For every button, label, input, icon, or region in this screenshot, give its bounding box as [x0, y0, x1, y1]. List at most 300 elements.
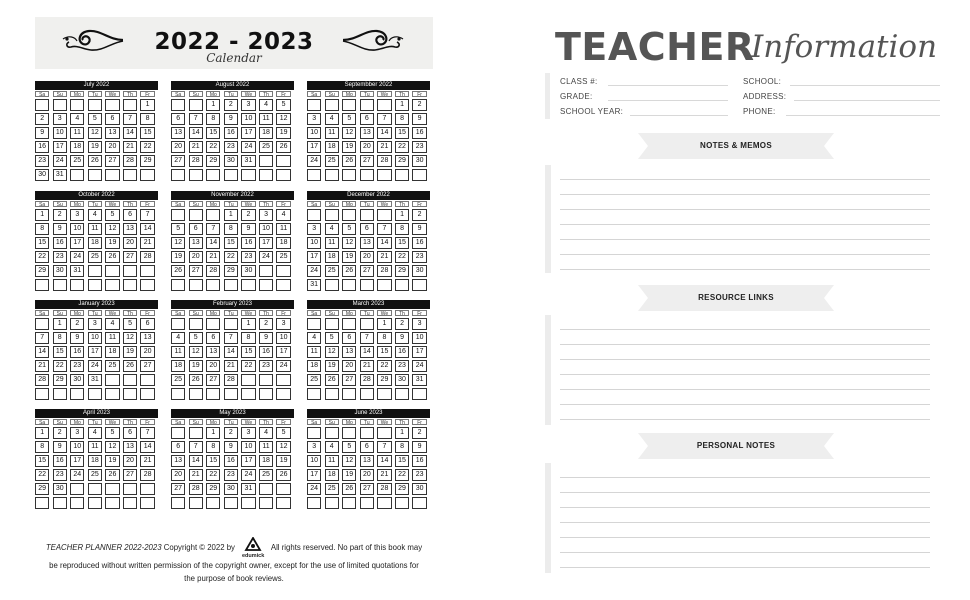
day-cell: 31: [241, 155, 255, 167]
day-cell: [88, 497, 102, 509]
week-row: [171, 441, 294, 453]
weekday-header: We: [105, 201, 119, 207]
day-cell: 7: [377, 113, 391, 125]
day-cell: 30: [412, 155, 426, 167]
day-cell: [53, 99, 67, 111]
day-cell: 1: [206, 427, 220, 439]
week-row: [35, 441, 158, 453]
day-cell: [189, 209, 203, 221]
weekday-header: Sa: [307, 310, 321, 316]
day-cell: 3: [307, 113, 321, 125]
day-cell: 16: [412, 455, 426, 467]
day-cell: 8: [224, 223, 238, 235]
weekday-header: Mo: [342, 310, 356, 316]
week-row: [171, 223, 294, 235]
day-cell: 25: [276, 251, 290, 263]
day-cell: [395, 279, 409, 291]
day-cell: [53, 279, 67, 291]
class-field[interactable]: [608, 85, 728, 86]
day-cell: 21: [140, 237, 154, 249]
day-cell: 7: [140, 209, 154, 221]
day-cell: [53, 388, 67, 400]
class-label: CLASS #:: [560, 77, 598, 86]
resource-links-lines[interactable]: [560, 315, 930, 425]
weekday-header: Sa: [171, 310, 185, 316]
day-cell: 27: [105, 155, 119, 167]
day-cell: 27: [206, 374, 220, 386]
day-cell: 1: [395, 209, 409, 221]
week-row: [171, 483, 294, 495]
day-cell: 22: [395, 141, 409, 153]
day-cell: [325, 388, 339, 400]
day-cell: [105, 99, 119, 111]
flourish-right-icon: [341, 25, 405, 55]
weekday-header: We: [241, 201, 255, 207]
day-cell: 15: [395, 237, 409, 249]
teacher-info-page: [545, 17, 945, 577]
week-row: [171, 209, 294, 221]
phone-field[interactable]: [786, 115, 940, 116]
day-cell: 18: [88, 237, 102, 249]
day-cell: [360, 427, 374, 439]
day-cell: 23: [395, 360, 409, 372]
day-cell: [140, 483, 154, 495]
weekday-header: Fr: [140, 201, 154, 207]
weekday-header-row: [307, 91, 430, 97]
weekday-header: Su: [325, 201, 339, 207]
weekday-header: Mo: [342, 91, 356, 97]
day-cell: 5: [342, 223, 356, 235]
day-cell: 14: [206, 237, 220, 249]
day-cell: 19: [171, 251, 185, 263]
day-cell: [241, 279, 255, 291]
week-row: [307, 169, 430, 181]
week-row: [35, 237, 158, 249]
day-cell: 11: [325, 237, 339, 249]
day-cell: 8: [206, 113, 220, 125]
weekday-header: Fr: [276, 310, 290, 316]
day-cell: 8: [395, 441, 409, 453]
day-cell: 1: [35, 209, 49, 221]
month-calendar: [171, 81, 294, 181]
day-cell: 4: [325, 441, 339, 453]
personal-notes-lines[interactable]: [560, 463, 930, 573]
week-row: [35, 251, 158, 263]
weekday-header: We: [105, 91, 119, 97]
weekday-header: Mo: [206, 201, 220, 207]
day-cell: 3: [53, 113, 67, 125]
day-cell: [342, 497, 356, 509]
day-cell: 24: [241, 141, 255, 153]
day-cell: 11: [88, 223, 102, 235]
day-cell: 23: [259, 360, 273, 372]
day-cell: 25: [325, 483, 339, 495]
day-cell: 19: [189, 360, 203, 372]
week-row: [171, 332, 294, 344]
weekday-header: Fr: [140, 310, 154, 316]
day-cell: 15: [395, 127, 409, 139]
month-title: Septembber 2022: [307, 81, 430, 90]
day-cell: 16: [395, 346, 409, 358]
day-cell: 23: [412, 141, 426, 153]
day-cell: 28: [140, 251, 154, 263]
week-row: [307, 455, 430, 467]
day-cell: 17: [241, 127, 255, 139]
day-cell: [360, 169, 374, 181]
day-cell: [123, 497, 137, 509]
month-calendar: [35, 191, 158, 291]
day-cell: 5: [342, 113, 356, 125]
day-cell: 5: [276, 427, 290, 439]
week-row: [35, 332, 158, 344]
day-cell: 3: [259, 209, 273, 221]
day-cell: 10: [412, 332, 426, 344]
day-cell: 25: [259, 469, 273, 481]
day-cell: 15: [206, 127, 220, 139]
week-row: [35, 141, 158, 153]
week-row: [171, 251, 294, 263]
day-cell: 1: [224, 209, 238, 221]
day-cell: 9: [241, 223, 255, 235]
personal-notes-bar: [545, 463, 551, 573]
day-cell: 18: [325, 141, 339, 153]
day-cell: [171, 169, 185, 181]
day-cell: 7: [189, 113, 203, 125]
day-cell: 12: [276, 113, 290, 125]
weekday-header: Tu: [224, 91, 238, 97]
day-cell: 22: [53, 360, 67, 372]
day-cell: [360, 497, 374, 509]
day-cell: [307, 497, 321, 509]
weekday-header-row: [307, 419, 430, 425]
weekday-header: Sa: [35, 201, 49, 207]
day-cell: 11: [259, 113, 273, 125]
week-row: [35, 155, 158, 167]
day-cell: 29: [395, 155, 409, 167]
day-cell: 5: [88, 113, 102, 125]
day-cell: 29: [206, 483, 220, 495]
day-cell: 20: [360, 141, 374, 153]
day-cell: 20: [105, 141, 119, 153]
day-cell: 5: [276, 99, 290, 111]
day-cell: 4: [88, 427, 102, 439]
day-cell: 12: [105, 441, 119, 453]
weekday-header: Su: [189, 91, 203, 97]
day-cell: [377, 169, 391, 181]
weekday-header: Sa: [35, 310, 49, 316]
day-cell: 25: [307, 374, 321, 386]
day-cell: [377, 279, 391, 291]
day-cell: 21: [189, 141, 203, 153]
day-cell: 25: [171, 374, 185, 386]
week-row: [171, 318, 294, 330]
month-title: December 2022: [307, 191, 430, 200]
day-cell: 30: [53, 483, 67, 495]
week-row: [171, 141, 294, 153]
day-cell: [224, 279, 238, 291]
day-cell: 8: [35, 441, 49, 453]
publisher-logo-text: edumick: [241, 553, 265, 559]
day-cell: 18: [259, 127, 273, 139]
week-row: [171, 360, 294, 372]
day-cell: 26: [88, 155, 102, 167]
week-row: [171, 155, 294, 167]
day-cell: 22: [206, 469, 220, 481]
day-cell: 6: [123, 209, 137, 221]
day-cell: [123, 99, 137, 111]
weekday-header: Mo: [70, 310, 84, 316]
day-cell: 7: [206, 223, 220, 235]
weekday-header: Su: [53, 419, 67, 425]
day-cell: [171, 209, 185, 221]
day-cell: 9: [412, 223, 426, 235]
day-cell: 5: [342, 441, 356, 453]
day-cell: 18: [259, 455, 273, 467]
week-row: [35, 127, 158, 139]
day-cell: 11: [325, 455, 339, 467]
day-cell: [171, 497, 185, 509]
week-row: [171, 279, 294, 291]
week-row: [307, 497, 430, 509]
week-row: [35, 265, 158, 277]
day-cell: [123, 265, 137, 277]
weekday-header: Tu: [360, 91, 374, 97]
day-cell: 18: [88, 455, 102, 467]
day-cell: [171, 388, 185, 400]
day-cell: 25: [88, 251, 102, 263]
day-cell: [395, 169, 409, 181]
day-cell: 1: [53, 318, 67, 330]
weekday-header: Th: [395, 201, 409, 207]
day-cell: 28: [206, 265, 220, 277]
week-row: [307, 99, 430, 111]
day-cell: 4: [70, 113, 84, 125]
day-cell: [325, 318, 339, 330]
day-cell: [123, 374, 137, 386]
day-cell: [224, 497, 238, 509]
weekday-header: Th: [259, 91, 273, 97]
day-cell: 19: [325, 360, 339, 372]
weekday-header: Su: [325, 310, 339, 316]
day-cell: [395, 497, 409, 509]
day-cell: 7: [35, 332, 49, 344]
notes-memos-ribbon: [638, 133, 834, 159]
day-cell: 30: [35, 169, 49, 181]
weekday-header: Su: [53, 201, 67, 207]
day-cell: 16: [53, 237, 67, 249]
week-row: [35, 169, 158, 181]
day-cell: 13: [206, 346, 220, 358]
address-field[interactable]: [794, 100, 940, 101]
day-cell: 2: [412, 427, 426, 439]
day-cell: 28: [360, 374, 374, 386]
day-cell: 20: [140, 346, 154, 358]
weekday-header-row: [35, 419, 158, 425]
day-cell: [276, 169, 290, 181]
day-cell: 6: [105, 113, 119, 125]
day-cell: [35, 388, 49, 400]
day-cell: 12: [342, 237, 356, 249]
day-cell: 12: [123, 332, 137, 344]
weekday-header: We: [105, 419, 119, 425]
day-cell: 21: [35, 360, 49, 372]
teacher-title: TEACHER: [555, 25, 755, 69]
weekday-header: We: [377, 419, 391, 425]
day-cell: 20: [360, 251, 374, 263]
day-cell: 9: [35, 127, 49, 139]
school-year-field[interactable]: [630, 115, 728, 116]
day-cell: 17: [53, 141, 67, 153]
weekday-header-row: [171, 91, 294, 97]
day-cell: 23: [53, 251, 67, 263]
day-cell: [259, 497, 273, 509]
day-cell: 11: [70, 127, 84, 139]
week-row: [171, 169, 294, 181]
week-row: [35, 455, 158, 467]
day-cell: 11: [325, 127, 339, 139]
day-cell: 24: [70, 251, 84, 263]
day-cell: 14: [140, 223, 154, 235]
notes-memos-heading: NOTES & MEMOS: [700, 141, 772, 150]
day-cell: 17: [276, 346, 290, 358]
week-row: [307, 141, 430, 153]
day-cell: 10: [259, 223, 273, 235]
day-cell: 15: [224, 237, 238, 249]
day-cell: [206, 209, 220, 221]
week-row: [307, 113, 430, 125]
day-cell: 9: [412, 113, 426, 125]
month-title: March 2023: [307, 300, 430, 309]
day-cell: 23: [412, 469, 426, 481]
day-cell: 25: [70, 155, 84, 167]
day-cell: [325, 279, 339, 291]
day-cell: 28: [123, 155, 137, 167]
day-cell: 7: [189, 441, 203, 453]
day-cell: 23: [412, 251, 426, 263]
day-cell: 8: [206, 441, 220, 453]
day-cell: 2: [70, 318, 84, 330]
day-cell: 24: [259, 251, 273, 263]
day-cell: 3: [70, 427, 84, 439]
day-cell: 1: [395, 99, 409, 111]
notes-memos-lines[interactable]: [560, 165, 930, 273]
week-row: [307, 332, 430, 344]
week-row: [307, 223, 430, 235]
week-row: [35, 497, 158, 509]
day-cell: [342, 427, 356, 439]
day-cell: 20: [171, 469, 185, 481]
weekday-header: Mo: [70, 91, 84, 97]
day-cell: 4: [325, 223, 339, 235]
day-cell: 14: [377, 127, 391, 139]
weekday-header-row: [35, 310, 158, 316]
day-cell: [105, 265, 119, 277]
week-row: [307, 469, 430, 481]
day-cell: [325, 209, 339, 221]
day-cell: [224, 318, 238, 330]
day-cell: 23: [241, 251, 255, 263]
day-cell: 10: [88, 332, 102, 344]
week-row: [307, 237, 430, 249]
day-cell: 25: [105, 360, 119, 372]
day-cell: 10: [241, 113, 255, 125]
day-cell: 22: [140, 141, 154, 153]
day-cell: 8: [140, 113, 154, 125]
weekday-header: Su: [189, 310, 203, 316]
day-cell: 5: [123, 318, 137, 330]
weekday-header-row: [307, 201, 430, 207]
month-calendar: [171, 409, 294, 509]
day-cell: 12: [88, 127, 102, 139]
day-cell: 26: [342, 483, 356, 495]
day-cell: 20: [171, 141, 185, 153]
day-cell: 22: [35, 251, 49, 263]
weekday-header: Su: [53, 91, 67, 97]
day-cell: [360, 279, 374, 291]
weekday-header: Tu: [224, 310, 238, 316]
day-cell: 14: [189, 127, 203, 139]
weekday-header: Fr: [412, 91, 426, 97]
week-row: [35, 346, 158, 358]
day-cell: 15: [35, 237, 49, 249]
month-title: October 2022: [35, 191, 158, 200]
day-cell: [412, 388, 426, 400]
weekday-header: Th: [259, 201, 273, 207]
day-cell: [105, 483, 119, 495]
week-row: [171, 427, 294, 439]
day-cell: [123, 169, 137, 181]
day-cell: 20: [206, 360, 220, 372]
day-cell: 11: [88, 441, 102, 453]
day-cell: [325, 99, 339, 111]
day-cell: [360, 99, 374, 111]
weekday-header: Mo: [206, 91, 220, 97]
day-cell: 17: [241, 455, 255, 467]
day-cell: 18: [70, 141, 84, 153]
week-row: [307, 251, 430, 263]
day-cell: [259, 374, 273, 386]
day-cell: [206, 497, 220, 509]
day-cell: 2: [53, 209, 67, 221]
school-field[interactable]: [790, 85, 940, 86]
day-cell: [241, 169, 255, 181]
day-cell: [35, 279, 49, 291]
month-calendar: [307, 300, 430, 400]
weekday-header: Sa: [171, 419, 185, 425]
day-cell: 12: [171, 237, 185, 249]
week-row: [35, 427, 158, 439]
grade-field[interactable]: [608, 100, 728, 101]
day-cell: [88, 169, 102, 181]
day-cell: 8: [241, 332, 255, 344]
day-cell: 27: [140, 360, 154, 372]
weekday-header: Fr: [412, 419, 426, 425]
weekday-header: We: [377, 201, 391, 207]
day-cell: 6: [123, 427, 137, 439]
day-cell: 23: [224, 469, 238, 481]
day-cell: 27: [171, 155, 185, 167]
day-cell: [276, 279, 290, 291]
day-cell: 6: [360, 113, 374, 125]
day-cell: 9: [53, 441, 67, 453]
weekday-header: Fr: [140, 419, 154, 425]
day-cell: [189, 388, 203, 400]
weekday-header-row: [171, 201, 294, 207]
personal-notes-ribbon: [638, 433, 834, 459]
day-cell: [140, 388, 154, 400]
copyright-text-c: be reproduced without written permission of the copyright owner, except for the use of limited quotations for: [49, 561, 419, 570]
day-cell: 21: [206, 251, 220, 263]
